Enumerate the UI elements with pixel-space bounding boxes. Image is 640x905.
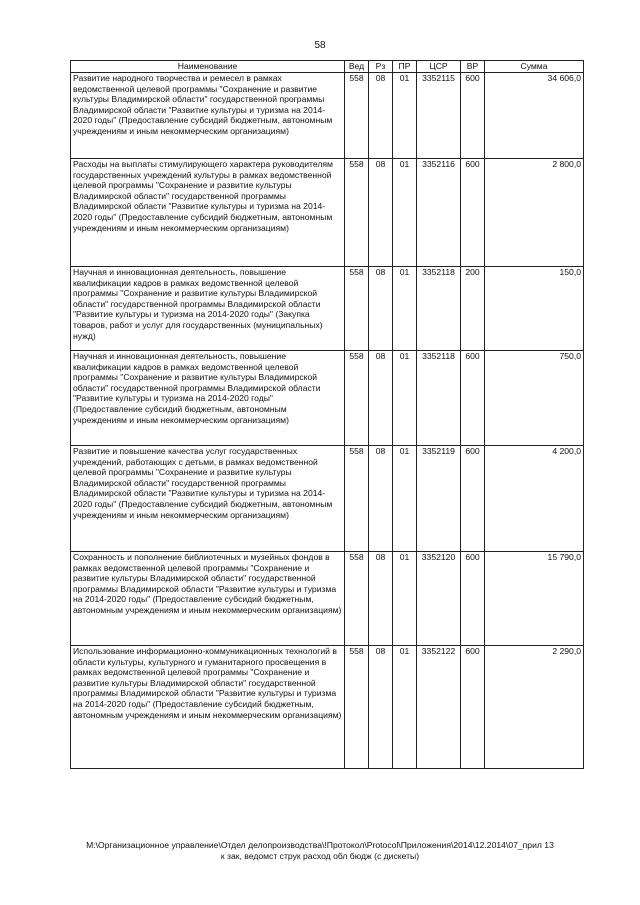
row-csr: 3352122 <box>417 646 461 769</box>
row-name: Научная и инновационная деятельность, повышение квалификации кадров в рамках ведомственной целевой программы "Сохранение и развитие культуры Владимирской области" государственной программы Владимирской области "Развитие культуры и туризма на 2014-2020 годы" (Предоставление субсидий бюджетным, автономным учреждениям и иным некоммерческим организациям) <box>71 351 345 446</box>
row-ved: 558 <box>345 646 369 769</box>
row-pr: 01 <box>393 351 417 446</box>
row-vr: 600 <box>461 552 485 646</box>
row-ved: 558 <box>345 73 369 159</box>
row-csr: 3352118 <box>417 267 461 351</box>
row-vr: 200 <box>461 267 485 351</box>
row-name: Сохранность и пополнение библиотечных и музейных фондов в рамках ведомственной целевой программы "Сохранение и развитие культуры Владимирской области" государственной программы Владимирской области "Развитие культуры и туризма на 2014-2020 годы" (Предоставление субсидий бюджетным, автономным учреждениям и иным некоммерческим организациям) <box>71 552 345 646</box>
table-row <box>71 646 584 769</box>
row-sum: 15 790,0 <box>485 552 584 646</box>
row-pr: 01 <box>393 267 417 351</box>
row-sum: 750,0 <box>485 351 584 446</box>
row-csr: 3352115 <box>417 73 461 159</box>
row-name: Расходы на выплаты стимулирующего характера руководителям государственных учреждений культуры в рамках ведомственной целевой программы "Сохранение и развитие культуры Владимирской области" государственной программы Владимирской области "Развитие культуры и туризма на 2014-2020 годы" (Предоставление субсидий бюджетным, автономным учреждениям и иным некоммерческим организациям) <box>71 159 345 267</box>
row-pr: 01 <box>393 646 417 769</box>
row-vr: 600 <box>461 446 485 552</box>
row-vr: 600 <box>461 73 485 159</box>
file-path-footer <box>0 840 640 862</box>
row-vr: 600 <box>461 351 485 446</box>
page-number: 58 <box>314 40 326 51</box>
row-name: Развитие и повышение качества услуг государственных учреждений, работающих с детьми, в рамках ведомственной целевой программы "Сохранение и развитие культуры Владимирской области" государственной программы Владимирской области "Развитие культуры и туризма на 2014-2020 годы" (Предоставление субсидий бюджетным, автономным учреждениям и иным некоммерческим организациям) <box>71 446 345 552</box>
row-sum: 150,0 <box>485 267 584 351</box>
row-ved: 558 <box>345 159 369 267</box>
header-sum: Сумма <box>485 61 584 73</box>
row-sum: 2 290,0 <box>485 646 584 769</box>
table-row <box>71 73 584 159</box>
row-rz: 08 <box>369 552 393 646</box>
header-rz: Рз <box>369 61 393 73</box>
row-ved: 558 <box>345 446 369 552</box>
table-row <box>71 159 584 267</box>
row-ved: 558 <box>345 267 369 351</box>
row-rz: 08 <box>369 159 393 267</box>
header-csr: ЦСР <box>417 61 461 73</box>
row-csr: 3352119 <box>417 446 461 552</box>
row-pr: 01 <box>393 73 417 159</box>
row-rz: 08 <box>369 351 393 446</box>
header-pr: ПР <box>393 61 417 73</box>
row-vr: 600 <box>461 159 485 267</box>
row-pr: 01 <box>393 159 417 267</box>
budget-table <box>70 60 584 769</box>
header-ved: Вед <box>345 61 369 73</box>
row-csr: 3352120 <box>417 552 461 646</box>
row-ved: 558 <box>345 351 369 446</box>
table-row <box>71 267 584 351</box>
table-row <box>71 351 584 446</box>
table-row <box>71 552 584 646</box>
table-header-row <box>71 61 584 73</box>
row-name: Научная и инновационная деятельность, повышение квалификации кадров в рамках ведомственной целевой программы "Сохранение и развитие культуры Владимирской области" государственной программы Владимирской области "Развитие культуры и туризма на 2014-2020 годы" (Закупка товаров, работ и услуг для государственных (муниципальных) нужд) <box>71 267 345 351</box>
header-name: Наименование <box>71 61 345 73</box>
footer-line-1: М:\Организационное управление\Отдел делопроизводства\!Протокол\Protocol\Приложения\2014\12.2014\07_прил 13 <box>86 840 554 850</box>
row-sum: 2 800,0 <box>485 159 584 267</box>
row-vr: 600 <box>461 646 485 769</box>
table-row <box>71 446 584 552</box>
row-sum: 4 200,0 <box>485 446 584 552</box>
row-name: Использование информационно-коммуникационных технологий в области культуры, культурного и гуманитарного просвещения в рамках ведомственной целевой программы "Сохранение и развитие культуры Владимирской области" государственной программы Владимирской области "Развитие культуры и туризма на 2014-2020 годы" (Предоставление субсидий бюджетным, автономным учреждениям и иным некоммерческим организациям) <box>71 646 345 769</box>
row-pr: 01 <box>393 552 417 646</box>
header-vr: ВР <box>461 61 485 73</box>
row-sum: 34 606,0 <box>485 73 584 159</box>
row-rz: 08 <box>369 646 393 769</box>
row-ved: 558 <box>345 552 369 646</box>
row-name: Развитие народного творчества и ремесел в рамках ведомственной целевой программы "Сохранение и развитие культуры Владимирской области" государственной программы Владимирской области "Развитие культуры и туризма на 2014-2020 годы" (Предоставление субсидий бюджетным, автономным учреждениям и иным некоммерческим организациям) <box>71 73 345 159</box>
row-rz: 08 <box>369 446 393 552</box>
row-rz: 08 <box>369 73 393 159</box>
row-rz: 08 <box>369 267 393 351</box>
row-pr: 01 <box>393 446 417 552</box>
row-csr: 3352116 <box>417 159 461 267</box>
footer-line-2: к зак, ведомст струк расход обл бюдж (с дискеты) <box>220 851 420 861</box>
row-csr: 3352118 <box>417 351 461 446</box>
